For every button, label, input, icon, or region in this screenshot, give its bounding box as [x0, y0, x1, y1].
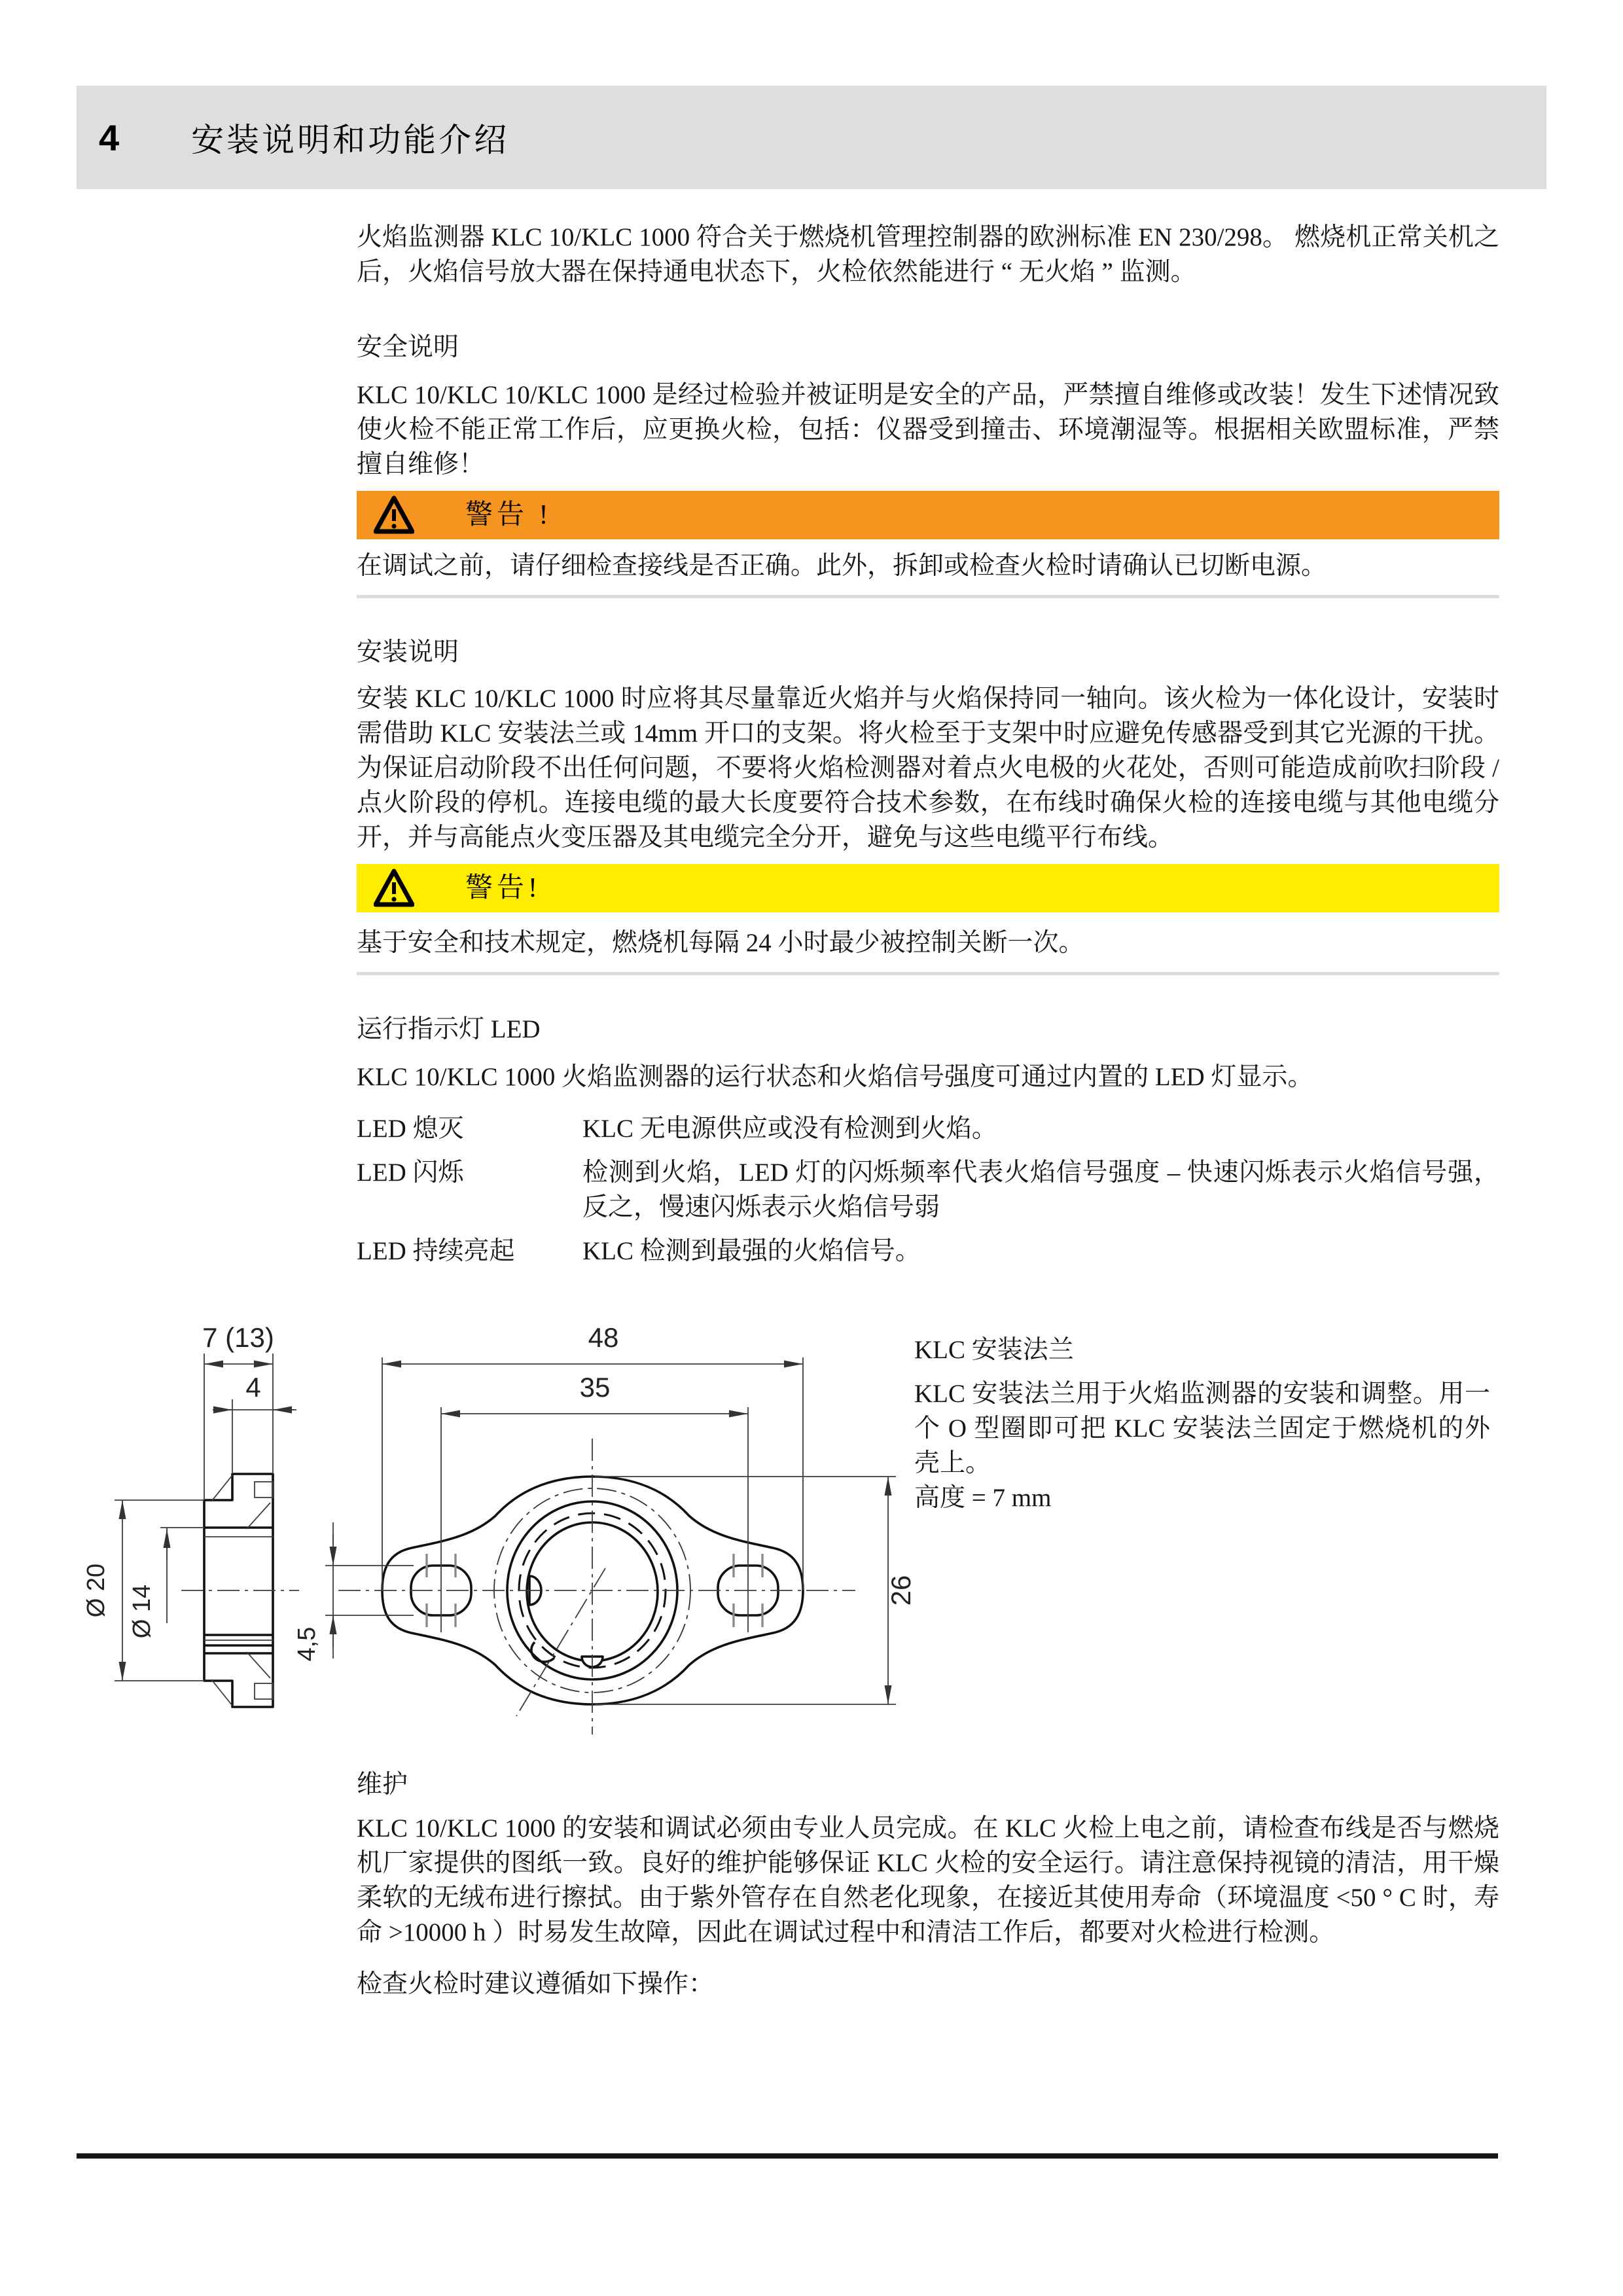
maintenance-paragraph: KLC 10/KLC 1000 的安装和调试必须由专业人员完成。在 KLC 火检上电之前，请检查布线是否与燃烧机厂家提供的图纸一致。良好的维护能够保证 KLC 火检的安全运行。请注意保持视镜的清洁，用干燥柔软的无绒布进行擦拭。由于紫外管存在自然老化现象，在接近其使用寿命（环境温度 <50 ° C 时，寿命 >10000 h ）时易发生故障，因此在调试过程中和清洁工作后，都要对火检进行检测。 [357, 1814, 1499, 1946]
flange-description [914, 1333, 1490, 1515]
led-state-desc: KLC 检测到最强的火焰信号。 [582, 1237, 921, 1265]
dim-flange-depth-label: 4 [245, 1372, 261, 1403]
page-footer-rule [77, 2153, 1498, 2159]
chapter-title: 安装说明和功能介绍 [191, 122, 510, 158]
maintenance-follow-up: 检查火检时建议遵循如下操作： [357, 1970, 715, 1998]
warning-triangle-icon [374, 495, 414, 535]
led-paragraph: KLC 10/KLC 1000 火焰监测器的运行状态和火焰信号强度可通过内置的 LED 灯显示。 [357, 1063, 1313, 1091]
safety-heading: 安全说明 [357, 333, 459, 361]
main-content [357, 220, 1499, 1268]
table-row [357, 1155, 1499, 1225]
warning-label: 警告 ! [465, 499, 552, 530]
maintenance-heading: 维护 [357, 1770, 408, 1799]
warning-label: 警告! [465, 872, 541, 903]
dim-width-total-label: 48 [588, 1322, 619, 1353]
intro-paragraph: 火焰监测器 KLC 10/KLC 1000 符合关于燃烧机管理控制器的欧洲标准 EN 230/298。 燃烧机正常关机之后，火焰信号放大器在保持通电状态下，火检依然能进行 “ 无火焰 ” 监测。 [357, 223, 1499, 286]
dim-slot-width-label: 4,5 [293, 1626, 321, 1662]
section-divider [357, 972, 1499, 975]
flange-height-note: 高度 = 7 mm [914, 1484, 1052, 1512]
flange-paragraph: KLC 安装法兰用于火焰监测器的安装和调整。用一个 O 型圈即可把 KLC 安装法兰固定于燃烧机的外壳上。 [914, 1380, 1490, 1477]
dim-dia-outer-label: Ø 20 [82, 1563, 110, 1618]
dim-depth-label: 7 (13) [202, 1322, 274, 1353]
warning-triangle-icon [374, 868, 414, 908]
warning-orange-note: 在调试之前，请仔细检查接线是否正确。此外，拆卸或检查火检时请确认已切断电源。 [357, 552, 1327, 580]
dim-hole-spacing-label: 35 [579, 1372, 611, 1403]
dim-dia-inner-label: Ø 14 [128, 1584, 156, 1639]
dim-height-total-label: 26 [885, 1575, 914, 1606]
warning-box-yellow [357, 864, 1499, 912]
led-state-label: LED 闪烁 [357, 1158, 464, 1187]
table-row [357, 1111, 1499, 1146]
flange-heading: KLC 安装法兰 [914, 1336, 1074, 1364]
chapter-number: 4 [99, 117, 120, 158]
led-state-label: LED 熄灭 [357, 1115, 464, 1143]
warning-yellow-note: 基于安全和技术规定，燃烧机每隔 24 小时最少被控制关断一次。 [357, 929, 1084, 957]
led-status-table [357, 1111, 1499, 1268]
led-state-desc: 检测到火焰，LED 灯的闪烁频率代表火焰信号强度 – 快速闪烁表示火焰信号强，反之，慢速闪烁表示火焰信号弱 [582, 1158, 1499, 1221]
maintenance-section [357, 1767, 1499, 2001]
warning-box-orange [357, 491, 1499, 539]
led-state-label: LED 持续亮起 [357, 1237, 515, 1265]
table-row [357, 1234, 1499, 1268]
section-divider [357, 595, 1499, 598]
led-state-desc: KLC 无电源供应或没有检测到火焰。 [582, 1115, 997, 1143]
install-paragraph: 安装 KLC 10/KLC 1000 时应将其尽量靠近火焰并与火焰保持同一轴向。该火检为一体化设计，安装时需借助 KLC 安装法兰或 14mm 开口的支架。将火检至于支架中时应避免传感器受到其它光源的干扰。为保证启动阶段不出任何问题，不要将火焰检测器对着点火电极的火花处，否则可能造成前吹扫阶段 / 点火阶段的停机。连接电缆的最大长度要符合技术参数，在布线时确保火检的连接电缆与其他电缆分开，并与高能点火变压器及其电缆完全分开，避免与这些电缆平行布线。 [357, 685, 1499, 852]
install-heading: 安装说明 [357, 638, 459, 666]
led-heading: 运行指示灯 LED [357, 1015, 541, 1043]
safety-paragraph: KLC 10/KLC 10/KLC 1000 是经过检验并被证明是安全的产品，严禁擅自维修或改装！发生下述情况致使火检不能正常工作后，应更换火检，包括：仪器受到撞击、环境潮湿等。根据相关欧盟标准，严禁擅自维修！ [357, 381, 1499, 478]
chapter-header-bar [77, 86, 1546, 189]
flange-technical-drawing [77, 1316, 914, 1767]
